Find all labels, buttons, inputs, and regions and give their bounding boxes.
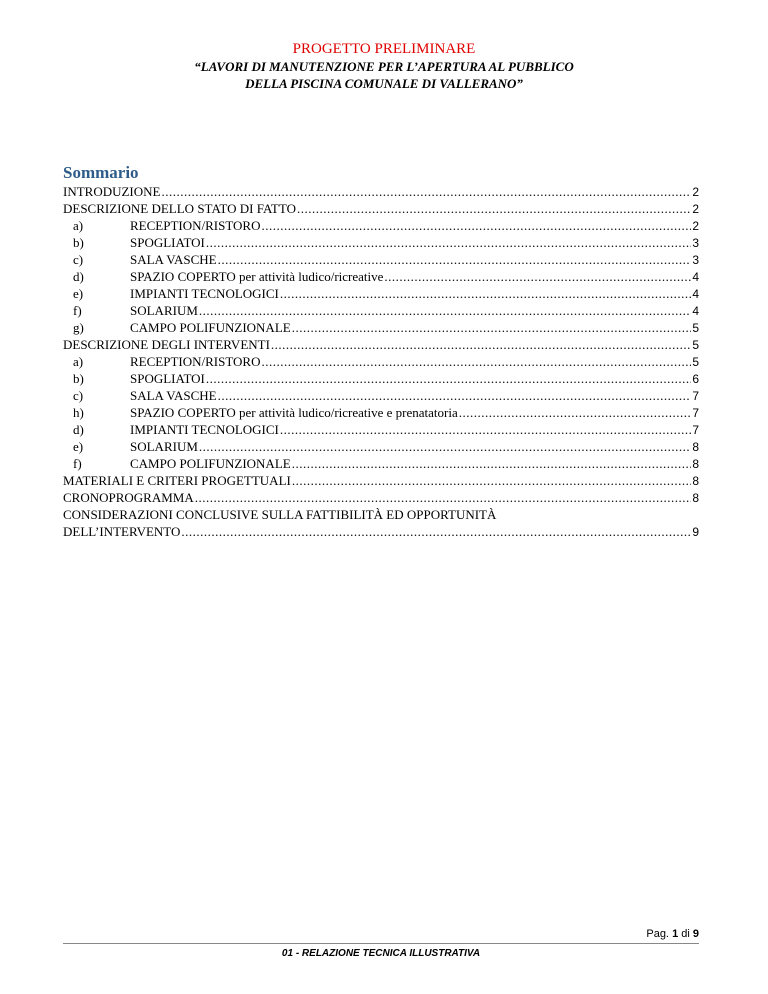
- toc-dot-leader: [262, 217, 692, 234]
- toc-entry-letter: f): [73, 456, 82, 471]
- toc-entry[interactable]: [63, 506, 699, 523]
- toc-entry[interactable]: [63, 370, 699, 387]
- table-of-contents: [63, 183, 699, 540]
- toc-entry-text: RECEPTION/RISTORO: [130, 354, 261, 369]
- toc-entry[interactable]: [63, 285, 699, 302]
- toc-entry[interactable]: [63, 353, 699, 370]
- project-subtitle-line1: “LAVORI DI MANUTENZIONE PER L’APERTURA AL PUBBLICO: [194, 59, 574, 74]
- toc-dot-leader: [459, 404, 692, 421]
- toc-entry-text: DELL’INTERVENTO: [63, 524, 181, 539]
- toc-entry[interactable]: [63, 183, 699, 200]
- project-title: PROGETTO PRELIMINARE: [292, 41, 476, 57]
- toc-entry-letter: b): [73, 371, 84, 386]
- toc-dot-leader: [292, 319, 692, 336]
- toc-entry-letter: b): [73, 235, 84, 250]
- toc-entry-text: IMPIANTI TECNOLOGICI: [130, 422, 279, 437]
- toc-entry-letter: e): [73, 439, 84, 454]
- toc-entry-page: 8: [692, 491, 699, 505]
- toc-entry-text: SALA VASCHE: [130, 388, 217, 403]
- page-label: Pag.: [646, 928, 669, 940]
- toc-dot-leader: [292, 472, 691, 489]
- toc-entry-page: 7: [692, 423, 699, 437]
- toc-entry-text: SPOGLIATOI: [130, 235, 205, 250]
- toc-entry[interactable]: [63, 438, 699, 455]
- toc-dot-leader: [271, 336, 691, 353]
- toc-entry-page: 8: [692, 457, 699, 471]
- toc-dot-leader: [199, 302, 691, 319]
- toc-entry-letter: a): [73, 354, 84, 369]
- project-subtitle-line2: DELLA PISCINA COMUNALE DI VALLERANO”: [245, 76, 523, 91]
- toc-entry-letter: f): [73, 303, 82, 318]
- toc-dot-leader: [195, 489, 692, 506]
- toc-entry-page: 9: [692, 525, 699, 539]
- toc-entry[interactable]: [63, 336, 699, 353]
- toc-entry-text: SPAZIO COPERTO per attività ludico/ricreative: [130, 269, 384, 284]
- toc-entry-page: 4: [692, 287, 699, 301]
- toc-entry-page: 5: [692, 338, 699, 352]
- document-header: [0, 40, 768, 92]
- toc-entry-letter: a): [73, 218, 84, 233]
- toc-entry-text: SPAZIO COPERTO per attività ludico/ricreative e prenatatoria: [130, 405, 458, 420]
- toc-dot-leader: [181, 523, 691, 540]
- toc-entry[interactable]: [63, 234, 699, 251]
- toc-entry-page: 5: [692, 355, 699, 369]
- toc-entry-page: 7: [692, 406, 699, 420]
- toc-entry[interactable]: [63, 472, 699, 489]
- toc-entry-text: MATERIALI E CRITERI PROGETTUALI: [63, 473, 291, 488]
- toc-entry-page: 6: [692, 372, 699, 386]
- toc-entry[interactable]: [63, 404, 699, 421]
- toc-entry-letter: g): [73, 320, 84, 335]
- toc-entry-page: 4: [692, 304, 699, 318]
- toc-entry-page: 8: [692, 474, 699, 488]
- toc-entry-letter: e): [73, 286, 84, 301]
- toc-entry-text: SALA VASCHE: [130, 252, 217, 267]
- toc-entry-text: DESCRIZIONE DEGLI INTERVENTI: [63, 337, 270, 352]
- toc-entry[interactable]: [63, 217, 699, 234]
- toc-entry-page: 3: [692, 253, 699, 267]
- toc-dot-leader: [199, 438, 691, 455]
- toc-entry-letter: c): [73, 388, 84, 403]
- toc-entry-page: 2: [692, 185, 699, 199]
- toc-entry-text: DESCRIZIONE DELLO STATO DI FATTO: [63, 201, 296, 216]
- toc-entry[interactable]: [63, 251, 699, 268]
- toc-entry[interactable]: [63, 421, 699, 438]
- toc-dot-leader: [218, 251, 692, 268]
- toc-entry-page: 2: [692, 202, 699, 216]
- toc-entry-page: 7: [692, 389, 699, 403]
- toc-entry-text: SOLARIUM: [130, 439, 198, 454]
- toc-dot-leader: [292, 455, 692, 472]
- toc-entry-text: CRONOPROGRAMMA: [63, 490, 194, 505]
- toc-entry-letter: h): [73, 405, 84, 420]
- toc-dot-leader: [262, 353, 692, 370]
- toc-entry-text: CONSIDERAZIONI CONCLUSIVE SULLA FATTIBILITÀ ED OPPORTUNITÀ: [63, 507, 497, 522]
- footer-divider: [63, 943, 699, 944]
- document-title: 01 - RELAZIONE TECNICA ILLUSTRATIVA: [281, 948, 481, 959]
- toc-entry[interactable]: [63, 268, 699, 285]
- toc-entry[interactable]: [63, 489, 699, 506]
- toc-dot-leader: [218, 387, 692, 404]
- toc-dot-leader: [206, 234, 691, 251]
- toc-entry-letter: d): [73, 269, 84, 284]
- page-footer: [63, 928, 699, 959]
- toc-entry[interactable]: [63, 523, 699, 540]
- toc-entry-text: IMPIANTI TECNOLOGICI: [130, 286, 279, 301]
- toc-entry-text: SOLARIUM: [130, 303, 198, 318]
- toc-dot-leader: [280, 421, 691, 438]
- toc-dot-leader: [280, 285, 691, 302]
- toc-entry-text: SPOGLIATOI: [130, 371, 205, 386]
- toc-entry-page: 2: [692, 219, 699, 233]
- toc-dot-leader: [161, 183, 691, 200]
- toc-entry-letter: c): [73, 252, 84, 267]
- toc-entry[interactable]: [63, 387, 699, 404]
- toc-entry-page: 3: [692, 236, 699, 250]
- toc-dot-leader: [297, 200, 691, 217]
- page-current: 1: [672, 928, 679, 940]
- page-number: [63, 928, 699, 940]
- toc-entry[interactable]: [63, 319, 699, 336]
- toc-dot-leader: [206, 370, 691, 387]
- page-total: 9: [692, 928, 699, 940]
- toc-entry-letter: d): [73, 422, 84, 437]
- toc-entry[interactable]: [63, 302, 699, 319]
- toc-dot-leader: [384, 268, 691, 285]
- toc-entry-text: CAMPO POLIFUNZIONALE: [130, 320, 291, 335]
- toc-entry-page: 4: [692, 270, 699, 284]
- toc-entry-page: 8: [692, 440, 699, 454]
- toc-entry[interactable]: [63, 455, 699, 472]
- toc-entry-page: 5: [692, 321, 699, 335]
- toc-entry[interactable]: [63, 200, 699, 217]
- toc-entry-text: INTRODUZIONE: [63, 184, 161, 199]
- toc-entry-text: RECEPTION/RISTORO: [130, 218, 261, 233]
- page-of: di: [681, 928, 690, 940]
- toc-heading: Sommario: [63, 163, 139, 182]
- toc-entry-text: CAMPO POLIFUNZIONALE: [130, 456, 291, 471]
